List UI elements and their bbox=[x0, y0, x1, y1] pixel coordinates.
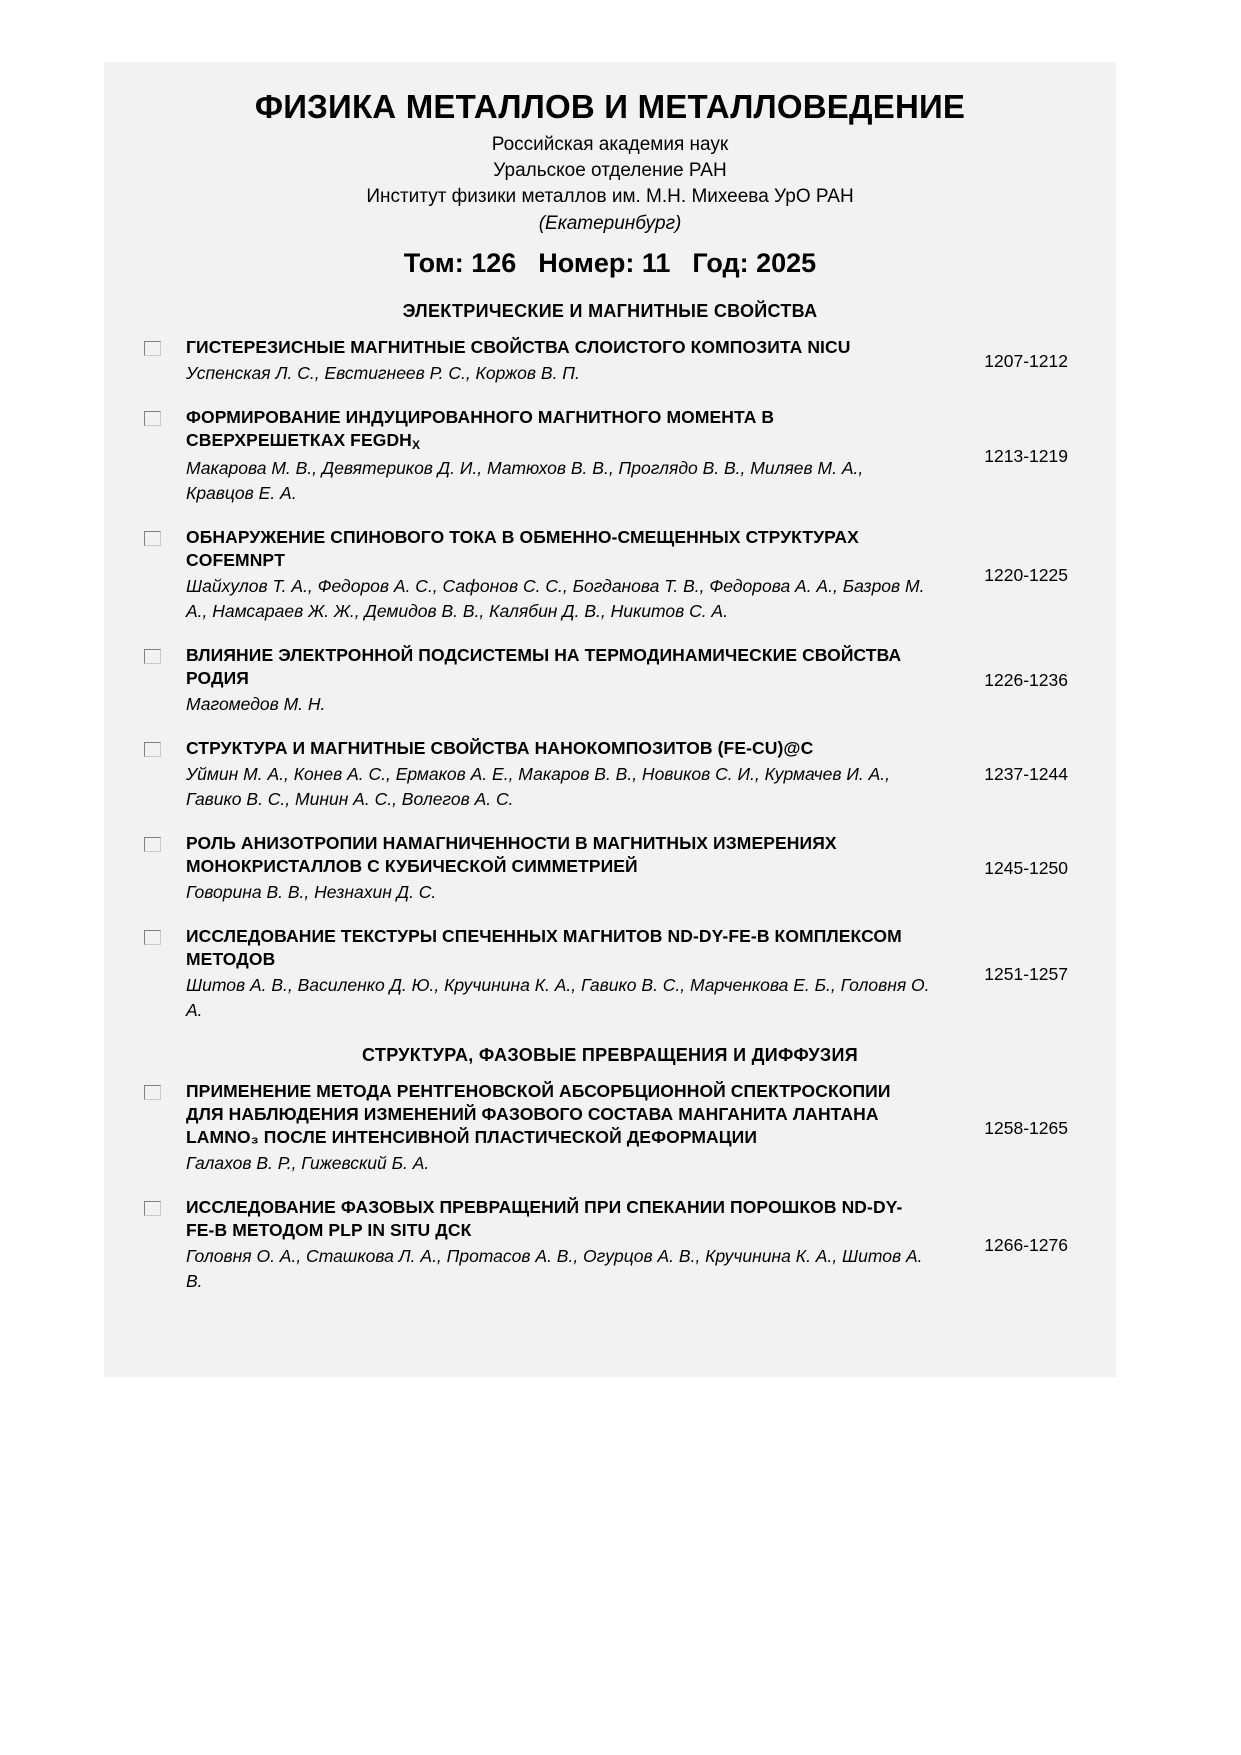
article-title[interactable]: ИССЛЕДОВАНИЕ ТЕКСТУРЫ СПЕЧЕННЫХ МАГНИТОВ ND-DY-FE-B КОМПЛЕКСОМ МЕТОДОВ bbox=[186, 926, 902, 969]
toc-entry[interactable] bbox=[144, 644, 1068, 717]
article-pages: 1226-1236 bbox=[984, 670, 1068, 690]
article-title[interactable]: ВЛИЯНИЕ ЭЛЕКТРОННОЙ ПОДСИСТЕМЫ НА ТЕРМОДИНАМИЧЕСКИЕ СВОЙСТВА РОДИЯ bbox=[186, 645, 902, 688]
toc-entry[interactable] bbox=[144, 336, 1068, 386]
section-heading-structure-phase: СТРУКТУРА, ФАЗОВЫЕ ПРЕВРАЩЕНИЯ И ДИФФУЗИЯ bbox=[362, 1045, 858, 1065]
toc-section-electric-magnetic bbox=[104, 336, 1116, 1023]
checkbox-icon[interactable] bbox=[144, 411, 161, 426]
article-pages: 1258-1265 bbox=[984, 1117, 1068, 1138]
toc-entry-body bbox=[186, 526, 948, 624]
checkbox-icon[interactable] bbox=[144, 837, 161, 852]
checkbox-icon[interactable] bbox=[144, 930, 161, 945]
toc-entry[interactable] bbox=[144, 925, 1068, 1023]
checkbox-icon[interactable] bbox=[144, 1085, 161, 1100]
section-heading-electric-magnetic: ЭЛЕКТРИЧЕСКИЕ И МАГНИТНЫЕ СВОЙСТВА bbox=[402, 301, 818, 321]
article-authors: Магомедов М. Н. bbox=[186, 694, 326, 714]
select-checkbox-cell[interactable] bbox=[144, 526, 186, 546]
toc-entry-body bbox=[186, 1080, 948, 1176]
select-checkbox-cell[interactable] bbox=[144, 1080, 186, 1100]
checkbox-icon[interactable] bbox=[144, 341, 161, 356]
article-authors: Шитов А. В., Василенко Д. Ю., Кручинина К. А., Гавико В. С., Марченкова Е. Б., Головня О. А. bbox=[186, 975, 930, 1020]
journal-title: ФИЗИКА МЕТАЛЛОВ И МЕТАЛЛОВЕДЕНИЕ bbox=[254, 88, 966, 125]
toc-entry-body bbox=[186, 406, 948, 506]
checkbox-icon[interactable] bbox=[144, 531, 161, 546]
article-title[interactable]: ПРИМЕНЕНИЕ МЕТОДА РЕНТГЕНОВСКОЙ АБСОРБЦИОННОЙ СПЕКТРОСКОПИИ ДЛЯ НАБЛЮДЕНИЯ ИЗМЕНЕНИЙ ФАЗОВОГО СОСТАВА МАНГАНИТА ЛАНТАНА LAMNO₃ ПОСЛЕ ИНТЕНСИВНОЙ ПЛАСТИЧЕСКОЙ ДЕФОРМАЦИИ bbox=[186, 1081, 891, 1147]
checkbox-icon[interactable] bbox=[144, 1201, 161, 1216]
article-title[interactable]: РОЛЬ АНИЗОТРОПИИ НАМАГНИЧЕННОСТИ В МАГНИТНЫХ ИЗМЕРЕНИЯХ МОНОКРИСТАЛЛОВ С КУБИЧЕСКОЙ СИММЕТРИЕЙ bbox=[186, 833, 837, 876]
toc-entry-body bbox=[186, 832, 948, 905]
article-authors: Галахов В. Р., Гижевский Б. А. bbox=[186, 1153, 430, 1173]
toc-entry[interactable] bbox=[144, 737, 1068, 812]
year-label: Год: 2025 bbox=[692, 248, 817, 278]
article-pages: 1207-1212 bbox=[984, 350, 1068, 371]
article-title[interactable]: СТРУКТУРА И МАГНИТНЫЕ СВОЙСТВА НАНОКОМПОЗИТОВ (FE-CU)@C bbox=[186, 738, 814, 758]
publisher-line-3: Институт физики металлов им. М.Н. Михеева УрО РАН bbox=[366, 186, 854, 207]
article-pages: 1266-1276 bbox=[984, 1234, 1068, 1255]
toc-entry-body bbox=[186, 925, 948, 1023]
toc-entry[interactable] bbox=[144, 526, 1068, 624]
toc-entry[interactable] bbox=[144, 1080, 1068, 1176]
select-checkbox-cell[interactable] bbox=[144, 832, 186, 852]
article-pages: 1245-1250 bbox=[984, 858, 1068, 878]
publisher-city: (Екатеринбург) bbox=[538, 213, 682, 234]
select-checkbox-cell[interactable] bbox=[144, 336, 186, 356]
article-authors: Уймин М. А., Конев А. С., Ермаков А. Е., Макаров В. В., Новиков С. И., Курмачев И. А., Гавико В. С., Минин А. С., Волегов А. С. bbox=[186, 764, 891, 809]
article-authors: Успенская Л. С., Евстигнеев Р. С., Коржов В. П. bbox=[186, 363, 580, 383]
toc-section-structure-phase bbox=[104, 1080, 1116, 1294]
article-pages: 1220-1225 bbox=[984, 564, 1068, 585]
article-title-text: ФОРМИРОВАНИЕ ИНДУЦИРОВАННОГО МАГНИТНОГО МОМЕНТА В СВЕРХРЕШЕТКАХ FEGDH bbox=[186, 407, 775, 450]
toc-entry-body bbox=[186, 644, 948, 717]
article-pages: 1237-1244 bbox=[984, 764, 1068, 784]
toc-entry-body bbox=[186, 737, 948, 812]
select-checkbox-cell[interactable] bbox=[144, 925, 186, 945]
volume-label: Том: 126 bbox=[403, 248, 517, 278]
article-title[interactable]: ГИСТЕРЕЗИСНЫЕ МАГНИТНЫЕ СВОЙСТВА СЛОИСТОГО КОМПОЗИТА NICU bbox=[186, 337, 851, 357]
checkbox-icon[interactable] bbox=[144, 649, 161, 664]
article-title[interactable]: ИССЛЕДОВАНИЕ ФАЗОВЫХ ПРЕВРАЩЕНИЙ ПРИ СПЕКАНИИ ПОРОШКОВ ND-DY-FE-B МЕТОДОМ PLP IN SITU ДСК bbox=[186, 1197, 903, 1240]
toc-entry[interactable] bbox=[144, 406, 1068, 506]
publisher-line-1: Российская академия наук bbox=[491, 134, 729, 155]
checkbox-icon[interactable] bbox=[144, 742, 161, 757]
select-checkbox-cell[interactable] bbox=[144, 737, 186, 757]
select-checkbox-cell[interactable] bbox=[144, 1196, 186, 1216]
article-pages: 1213-1219 bbox=[984, 445, 1068, 466]
article-pages: 1251-1257 bbox=[984, 963, 1068, 984]
article-authors: Головня О. А., Сташкова Л. А., Протасов А. В., Огурцов А. В., Кручинина К. А., Шитов А. В. bbox=[186, 1246, 923, 1291]
issue-line bbox=[104, 248, 1116, 279]
publisher-line-2: Уральское отделение РАН bbox=[493, 160, 727, 181]
article-authors: Говорина В. В., Незнахин Д. С. bbox=[186, 882, 437, 902]
toc-entry[interactable] bbox=[144, 832, 1068, 905]
toc-entry[interactable] bbox=[144, 1196, 1068, 1294]
journal-toc-page bbox=[104, 62, 1116, 1377]
select-checkbox-cell[interactable] bbox=[144, 644, 186, 664]
article-authors: Шайхулов Т. А., Федоров А. С., Сафонов С. С., Богданова Т. В., Федорова А. А., Базров М. А., Намсараев Ж. Ж., Демидов В. В., Калябин Д. В., Никитов С. А. bbox=[186, 576, 925, 621]
article-authors: Макарова М. В., Девятериков Д. И., Матюхов В. В., Проглядо В. В., Миляев М. А., Кравцов Е. А. bbox=[186, 458, 864, 503]
article-title[interactable]: ОБНАРУЖЕНИЕ СПИНОВОГО ТОКА В ОБМЕННО-СМЕЩЕННЫХ СТРУКТУРАХ COFEMNPT bbox=[186, 527, 859, 570]
toc-entry-body bbox=[186, 1196, 948, 1294]
article-title-subscript: X bbox=[411, 438, 421, 452]
toc-entry-body bbox=[186, 336, 948, 386]
select-checkbox-cell[interactable] bbox=[144, 406, 186, 426]
article-title[interactable] bbox=[186, 406, 930, 454]
issue-number-label: Номер: 11 bbox=[538, 248, 671, 278]
